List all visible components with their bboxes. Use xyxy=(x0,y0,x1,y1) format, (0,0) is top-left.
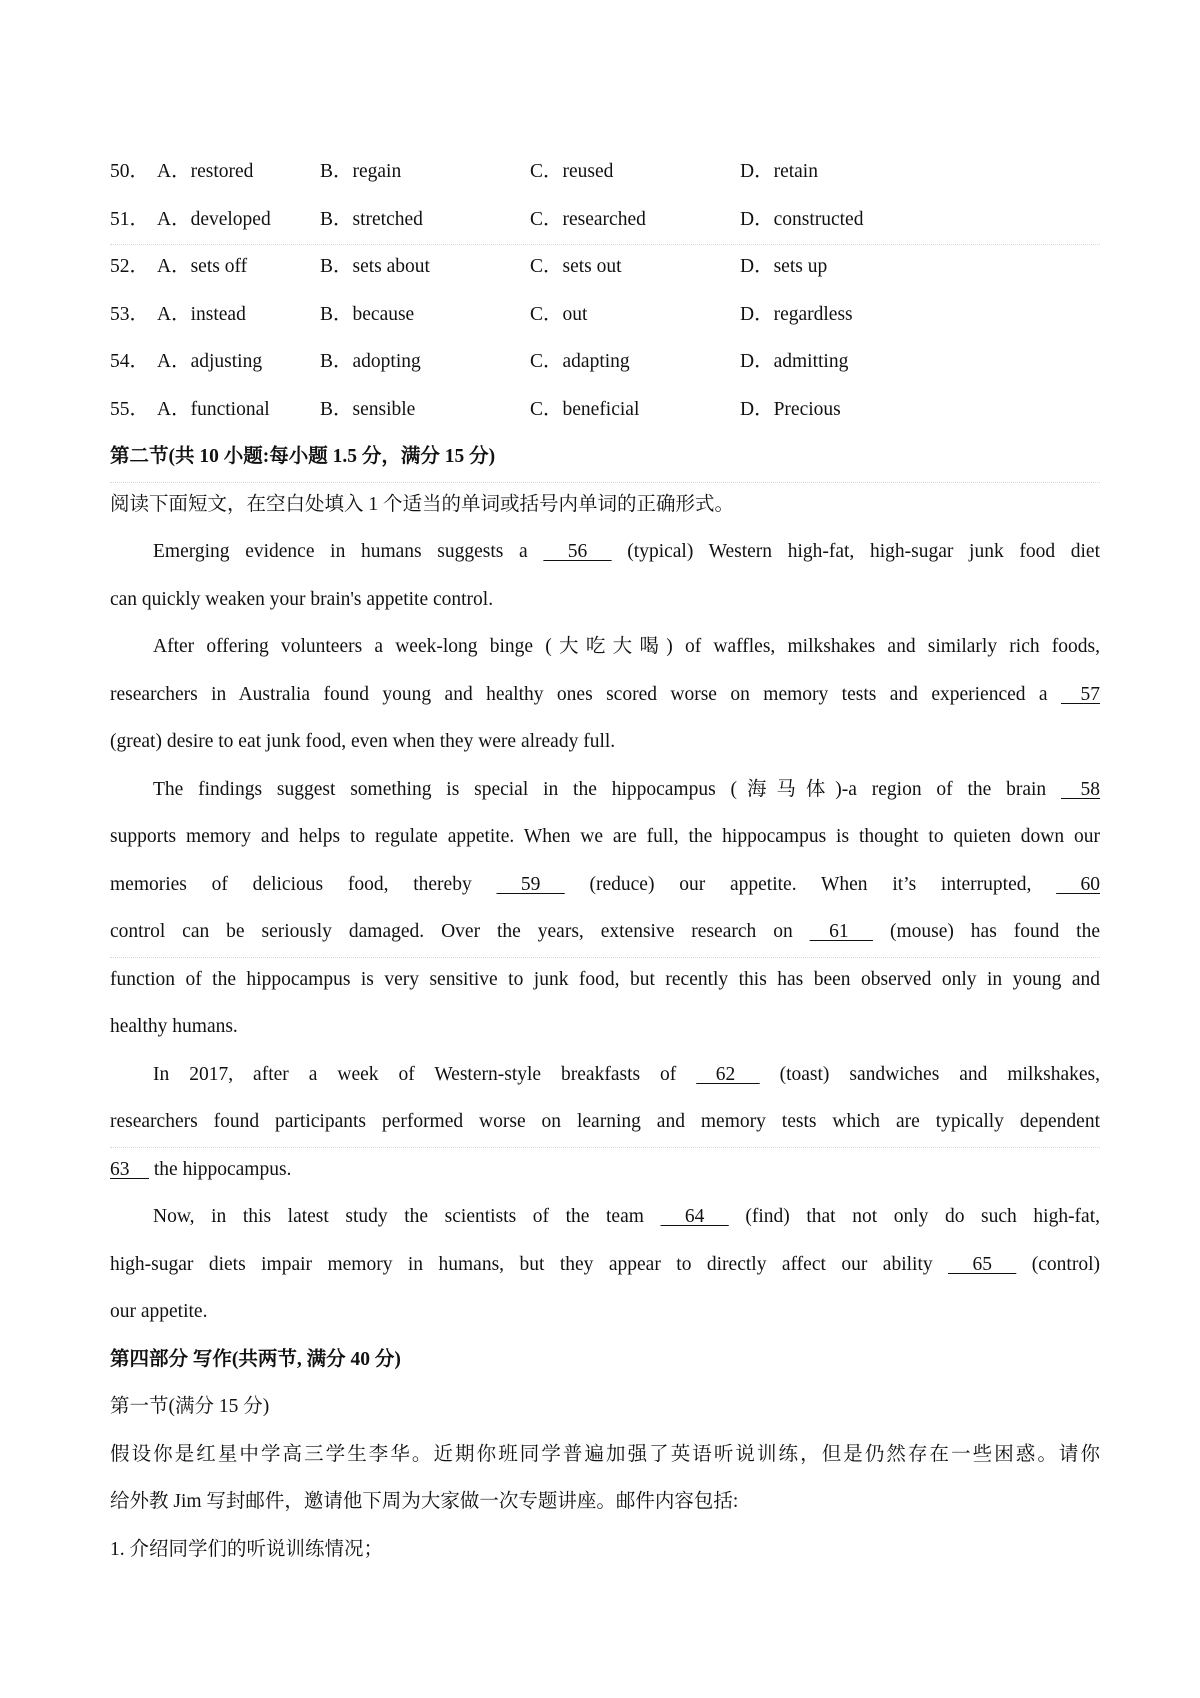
cloze-passage xyxy=(110,528,1100,1336)
passage-line xyxy=(110,908,1100,956)
option-d: D．admitting xyxy=(740,351,849,372)
passage-text: researchers in Australia found young and healthy ones scored worse on memory tests and experienced a xyxy=(110,683,1061,705)
blank-65: 65 xyxy=(948,1253,1017,1275)
passage-text: (typical) Western high-fat, high-sugar junk food diet xyxy=(611,541,1100,562)
question-number: 50． xyxy=(110,161,150,182)
option-a: A．functional xyxy=(157,398,270,420)
option-c: C．sets out xyxy=(530,256,622,277)
writing-prompt-line: 假设你是红星中学高三学生李华。近期你班同学普遍加强了英语听说训练，但是仍然存在一些困惑。请你 xyxy=(110,1443,1100,1465)
option-row-54 xyxy=(110,338,1100,386)
passage-line: healthy humans. xyxy=(110,1016,238,1037)
blank-60: 60 xyxy=(1056,873,1100,895)
blank-62: 62 xyxy=(696,1063,760,1085)
part4-subheading: 第一节(满分 15 分) xyxy=(110,1396,270,1417)
option-row-55 xyxy=(110,386,1100,434)
dotted-divider xyxy=(110,482,1100,483)
question-number: 51． xyxy=(110,208,150,230)
option-row-50 xyxy=(110,148,1100,196)
passage-line xyxy=(110,671,1100,719)
option-b: B．sets about xyxy=(320,256,430,277)
option-a: A．sets off xyxy=(157,256,248,277)
passage-line: can quickly weaken your brain's appetite control. xyxy=(110,588,494,610)
passage-text: (reduce) our appetite. When it’s interrupted, xyxy=(564,873,1057,895)
option-a: A．restored xyxy=(157,161,254,182)
writing-prompt-line: 给外教 Jim 写封邮件，邀请他下周为大家做一次专题讲座。邮件内容包括: xyxy=(110,1491,739,1512)
question-number: 55． xyxy=(110,398,150,420)
passage-text: the hippocampus. xyxy=(149,1158,292,1180)
passage-text: Now, in this latest study the scientists of the team xyxy=(153,1206,661,1227)
option-b: B．adopting xyxy=(320,351,421,372)
passage-text: (find) that not only do such high-fat, xyxy=(728,1206,1100,1227)
section-heading: 第二节(共 10 小题:每小题 1.5 分，满分 15 分) xyxy=(110,446,496,467)
option-c: C．out xyxy=(530,303,588,325)
passage-line xyxy=(110,1193,1100,1241)
option-d: D．Precious xyxy=(740,398,841,420)
passage-text: Emerging evidence in humans suggests a xyxy=(153,541,544,562)
option-a: A．developed xyxy=(157,208,271,230)
passage-line: researchers found participants performed worse on learning and memory tests which are typically dependent xyxy=(110,1111,1100,1132)
instruction-text: 阅读下面短文，在空白处填入 1 个适当的单词或括号内单词的正确形式。 xyxy=(110,493,735,515)
passage-line xyxy=(110,1241,1100,1289)
option-b: B．because xyxy=(320,303,415,325)
blank-58: 58 xyxy=(1061,778,1100,800)
passage-text: (toast) sandwiches and milkshakes, xyxy=(759,1063,1100,1085)
blank-57: 57 xyxy=(1061,683,1100,705)
options-list xyxy=(110,148,1100,433)
passage-text: function of the hippocampus is very sensitive to junk food, but recently this has been observed only in young and xyxy=(110,968,1100,990)
blank-61: 61 xyxy=(809,921,874,942)
question-number: 52． xyxy=(110,256,150,277)
option-a: A．adjusting xyxy=(157,351,263,372)
blank-59: 59 xyxy=(496,873,565,895)
passage-text: control can be seriously damaged. Over the years, extensive research on xyxy=(110,921,810,942)
option-row-52 xyxy=(110,243,1100,291)
passage-text: high-sugar diets impair memory in humans, but they appear to directly affect our ability xyxy=(110,1253,949,1275)
blank-64: 64 xyxy=(660,1206,729,1227)
writing-prompt-item: 1. 介绍同学们的听说训练情况； xyxy=(110,1538,384,1560)
passage-line xyxy=(110,861,1100,909)
option-c: C．adapting xyxy=(530,351,630,372)
option-d: D．constructed xyxy=(740,208,864,230)
dotted-divider xyxy=(110,957,1100,958)
option-d: D．sets up xyxy=(740,256,828,277)
option-b: B．stretched xyxy=(320,208,423,230)
question-number: 54． xyxy=(110,351,150,372)
dotted-divider xyxy=(110,1147,1100,1148)
passage-line: (great) desire to eat junk food, even when they were already full. xyxy=(110,731,616,752)
exam-page xyxy=(110,148,1100,1573)
option-a: A．instead xyxy=(157,303,246,325)
passage-text: In 2017, after a week of Western-style breakfasts of xyxy=(153,1063,697,1085)
option-d: D．regardless xyxy=(740,303,853,325)
part4-heading: 第四部分 写作(共两节, 满分 40 分) xyxy=(110,1348,401,1370)
passage-line xyxy=(110,528,1100,576)
question-number: 53． xyxy=(110,303,150,325)
option-row-53 xyxy=(110,291,1100,339)
blank-56: 56 xyxy=(543,541,612,562)
passage-text: memories of delicious food, thereby xyxy=(110,873,497,895)
option-row-51 xyxy=(110,196,1100,244)
passage-line: supports memory and helps to regulate appetite. When we are full, the hippocampus is thought to quieten down our xyxy=(110,826,1100,847)
passage-line xyxy=(110,1051,1100,1099)
option-c: C．researched xyxy=(530,208,646,230)
option-b: B．sensible xyxy=(320,398,416,420)
passage-line: After offering volunteers a week-long binge (大吃大喝) of waffles, milkshakes and similarly rich foods, xyxy=(153,636,1100,657)
option-b: B．regain xyxy=(320,161,402,182)
section-instruction xyxy=(110,481,1100,529)
passage-text: The findings suggest something is special in the hippocampus (海马体)-a region of the brain xyxy=(153,778,1061,800)
passage-text: (control) xyxy=(1016,1253,1100,1275)
passage-line xyxy=(110,956,1100,1004)
passage-line xyxy=(110,766,1100,814)
passage-line: our appetite. xyxy=(110,1301,208,1322)
option-d: D．retain xyxy=(740,161,818,182)
passage-text: (mouse) has found the xyxy=(873,921,1100,942)
option-c: C．reused xyxy=(530,161,614,182)
option-c: C．beneficial xyxy=(530,398,640,420)
blank-63: 63 xyxy=(110,1158,149,1180)
passage-line xyxy=(110,1146,1100,1194)
